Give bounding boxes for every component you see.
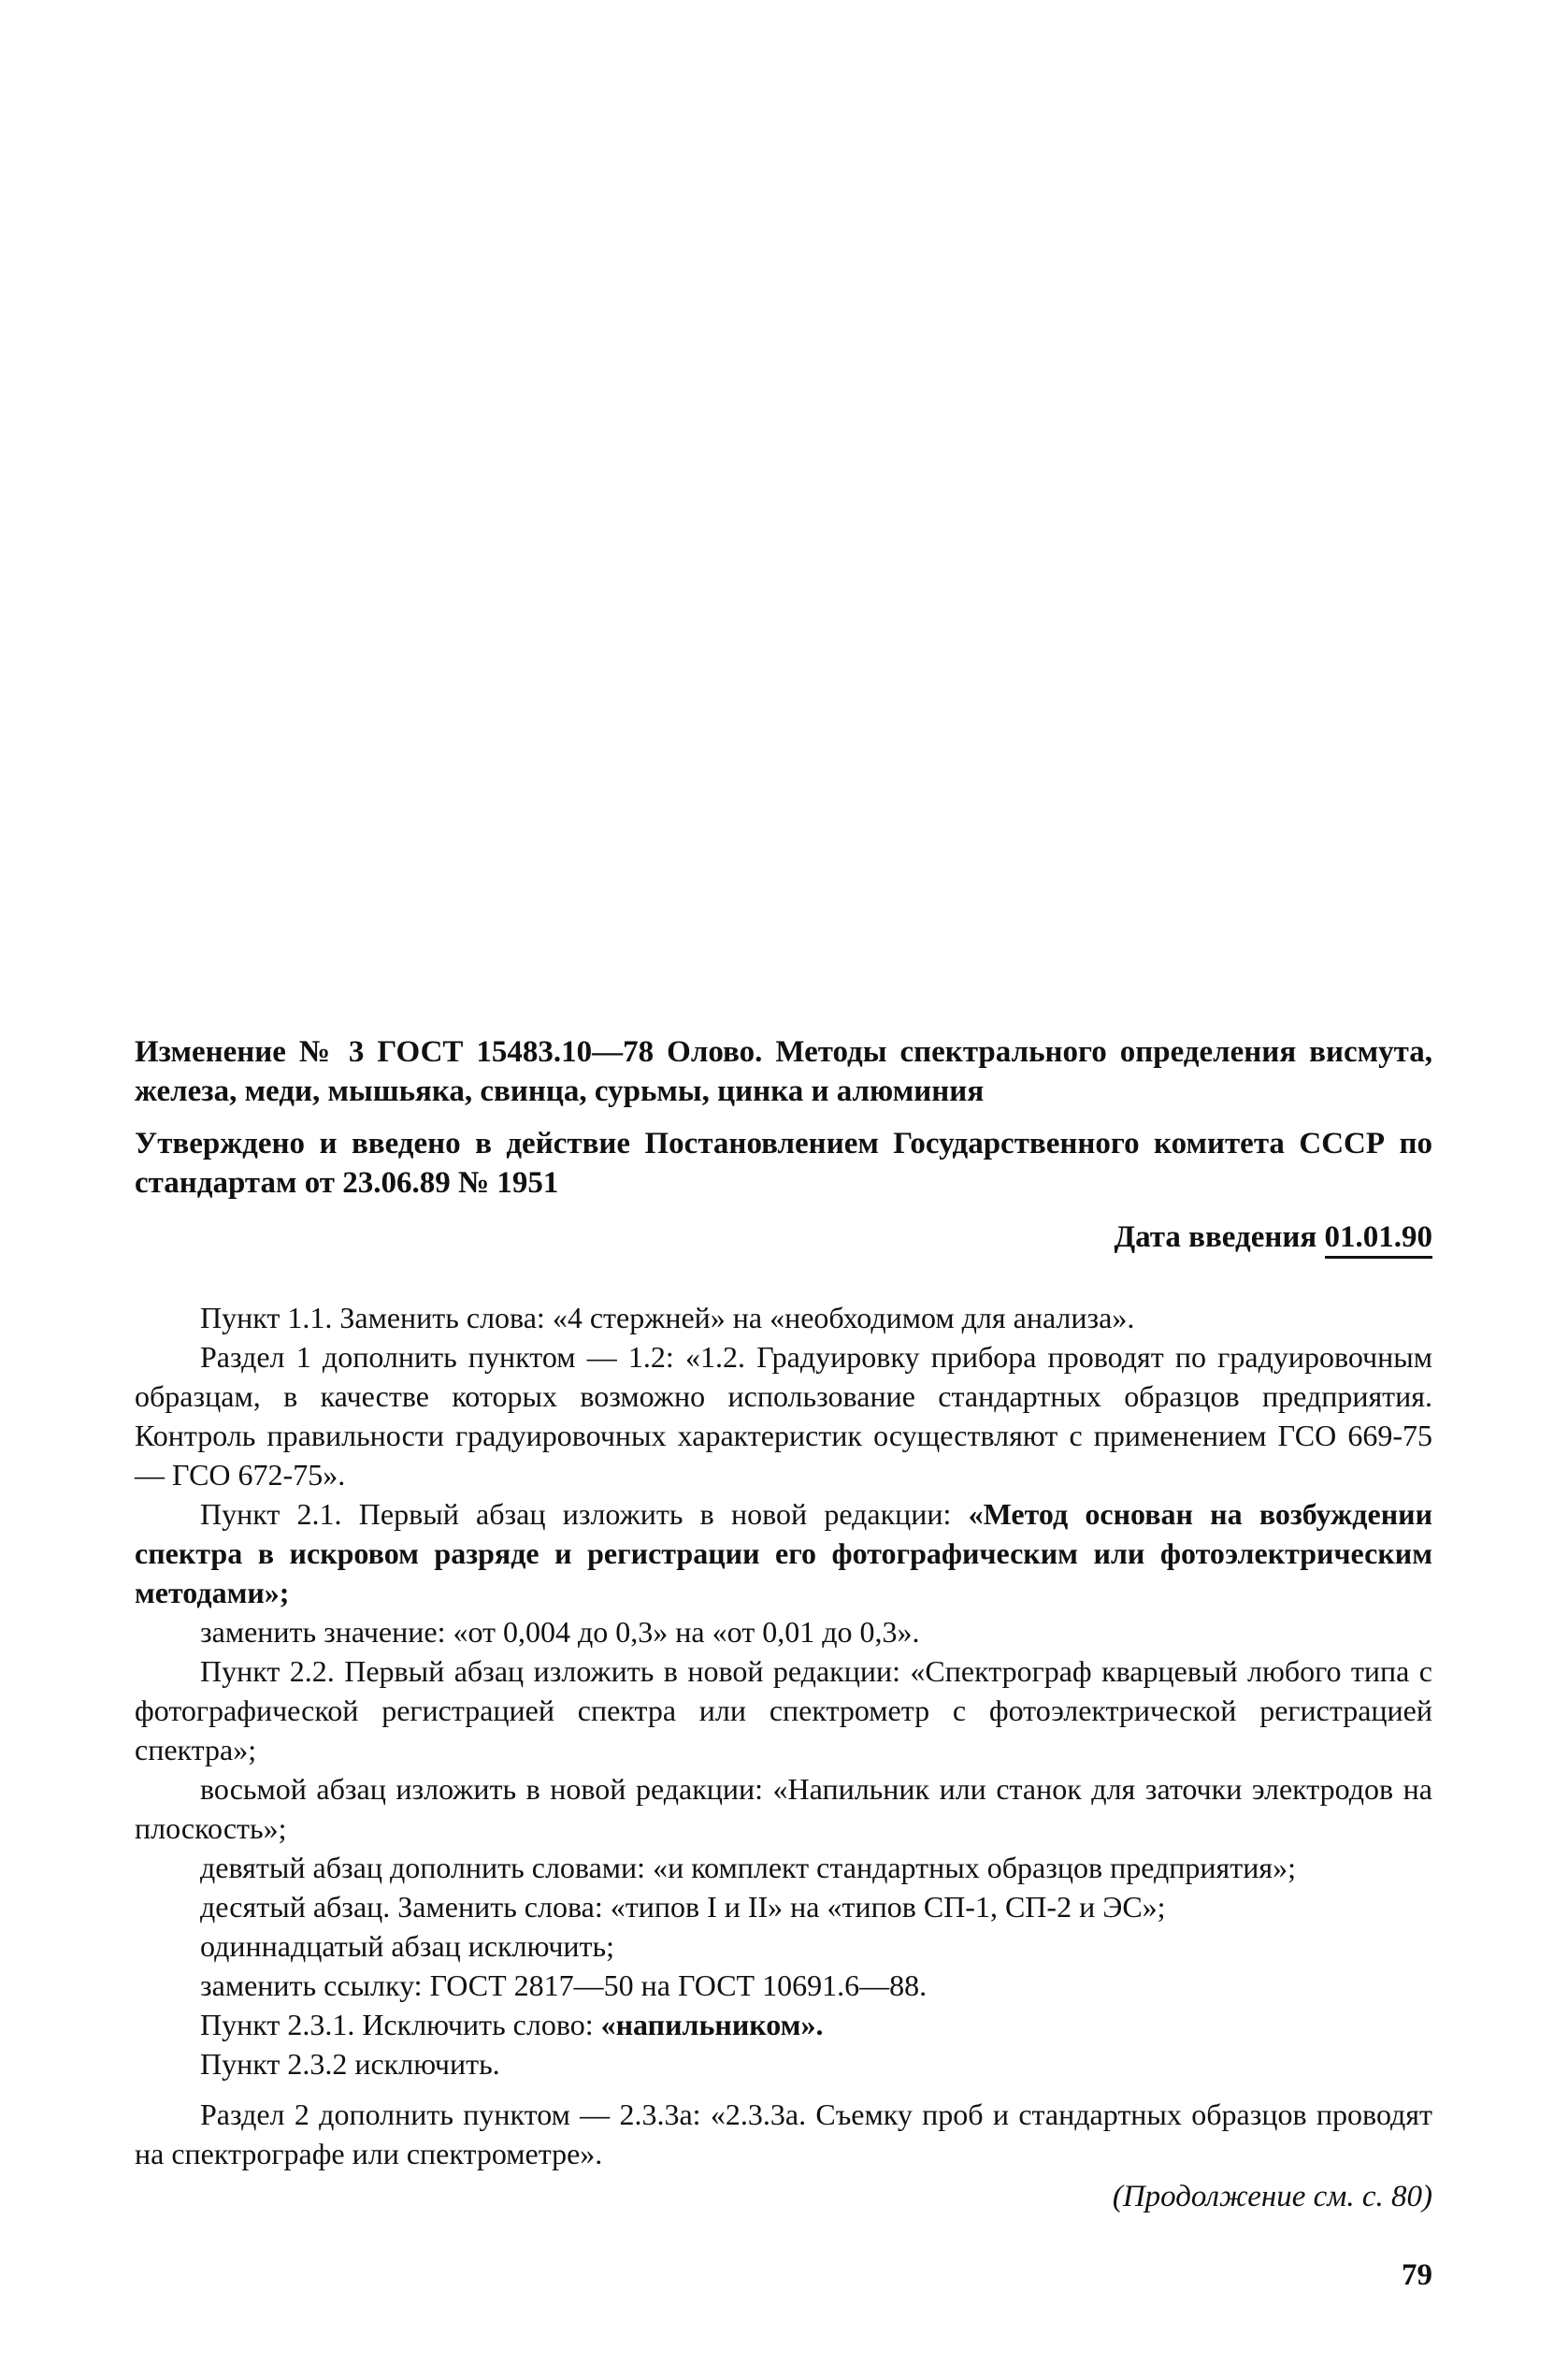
page-number: 79 [1402,2258,1432,2292]
paragraph: заменить значение: «от 0,004 до 0,3» на «от 0,01 до 0,3». [200,1615,920,1649]
paragraph: Раздел 2 дополнить пунктом — 2.3.3а: «2.3.3а. Съемку проб и стандартных образцов проводят на спектрографе или спектрометре». [135,2097,1432,2170]
paragraph [135,2005,1432,2044]
approval-statement: Утверждено и введено в действие Постановлением Государственного комитета СССР по стандартам от 23.06.89 № 1951 [135,1127,1432,1200]
effective-date [1114,1218,1432,1257]
paragraph-lead: Пункт 2.1. Первый абзац изложить в новой редакции: [200,1497,952,1531]
paragraph: восьмой абзац изложить в новой редакции: «Напильник или станок для заточки электродов на плоскость»; [135,1772,1432,1845]
body-text [135,1298,1432,2173]
paragraph-lead: Пункт 2.3.1. Исключить слово: [200,2008,594,2041]
paragraph-bold-text: «Метод основан на возбуждении спектра в искровом разряде и регистрации его фотографическим или фотоэлектрическим методами»; [135,1497,1433,1609]
paragraph: заменить ссылку: ГОСТ 2817—50 на ГОСТ 10691.6—88. [200,1968,928,2002]
document-heading: Изменение № 3 ГОСТ 15483.10—78 Олово. Методы спектрального определения висмута, железа, меди, мышьяка, свинца, сурьмы, цинка и алюминия [135,1035,1432,1108]
paragraph: Пункт 1.1. Заменить слова: «4 стержней» на «необходимом для анализа». [200,1301,1135,1334]
paragraph: десятый абзац. Заменить слова: «типов I и II» на «типов СП-1, СП-2 и ЭС»; [200,1890,1166,1924]
paragraph: Пункт 2.3.2 исключить. [200,2047,500,2081]
effective-date-label: Дата введения [1114,1220,1317,1254]
paragraph [135,1494,1432,1612]
paragraph: Пункт 2.2. Первый абзац изложить в новой редакции: «Спектрограф кварцевый любого типа с фотографической регистрацией спектра или спектрометр с фотоэлектрической регистрацией спектра»; [135,1654,1432,1766]
effective-date-value: 01.01.90 [1325,1220,1433,1259]
paragraph: Раздел 1 дополнить пунктом — 1.2: «1.2. Градуировку прибора проводят по градуировочным образцам, в качестве которых возможно использование стандартных образцов предприятия. Контроль правильности градуировочных характеристик осуществляют с применением ГСО 669-75 — ГСО 672-75». [135,1340,1432,1492]
continuation-note: (Продолжение см. с. 80) [1112,2180,1432,2213]
paragraph-bold-text: «напильником». [600,2008,824,2041]
paragraph: одиннадцатый абзац исключить; [200,1929,614,1963]
paragraph: девятый абзац дополнить словами: «и комплект стандартных образцов предприятия»; [200,1851,1296,1884]
